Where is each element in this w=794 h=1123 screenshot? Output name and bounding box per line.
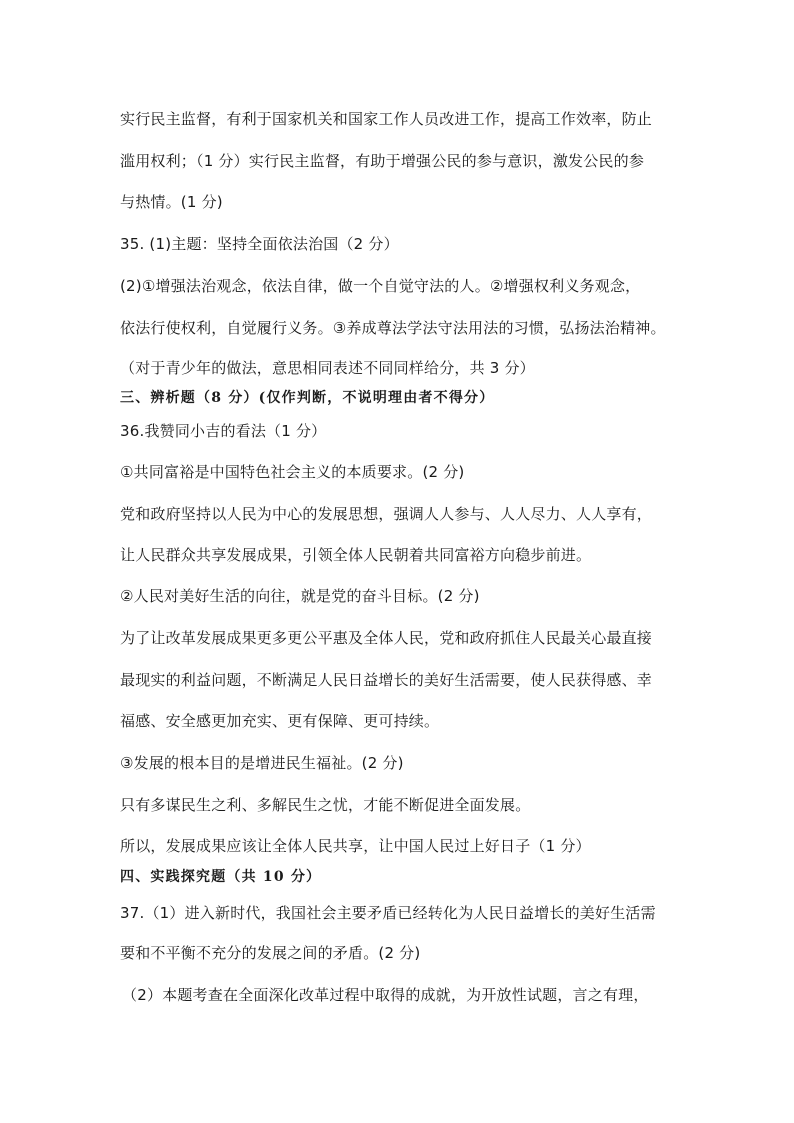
- paragraph-line: 滥用权利；（1 分）实行民主监督，有助于增强公民的参与意识，激发公民的参: [120, 152, 645, 170]
- section-heading-3: 三、辨析题（8 分）(仅作判断，不说明理由者不得分）: [120, 390, 495, 406]
- paragraph-line: 只有多谋民生之利、多解民生之忧，才能不断促进全面发展。: [120, 796, 531, 814]
- section-heading-4: 四、实践探究题（共 10 分）: [120, 869, 322, 885]
- paragraph-line: 依法行使权利，自觉履行义务。③养成尊法学法守法用法的习惯，弘扬法治精神。: [120, 319, 666, 337]
- question-35-line: 35. (1)主题：坚持全面依法治国（2 分）: [120, 235, 399, 253]
- paragraph-line: ③发展的根本目的是增进民生福祉。(2 分): [120, 754, 404, 772]
- paragraph-line: 最现实的利益问题，不断满足人民日益增长的美好生活需要，使人民获得感、幸: [120, 671, 653, 689]
- question-36-line: 36.我赞同小吉的看法（1 分）: [120, 422, 327, 440]
- paragraph-line: 福感、安全感更加充实、更有保障、更可持续。: [120, 712, 440, 730]
- scoring-note: （对于青少年的做法，意思相同表述不同同样给分，共 3 分）: [120, 359, 535, 377]
- paragraph-line: 让人民群众共享发展成果，引领全体人民朝着共同富裕方向稳步前进。: [120, 546, 592, 564]
- paragraph-line: （2）本题考查在全面深化改革过程中取得的成就，为开放性试题，言之有理，: [122, 986, 649, 1004]
- paragraph-line: 要和不平衡不充分的发展之间的矛盾。(2 分): [120, 944, 421, 962]
- paragraph-line: 实行民主监督，有利于国家机关和国家工作人员改进工作，提高工作效率，防止: [120, 110, 653, 128]
- paragraph-line: ②人民对美好生活的向往，就是党的奋斗目标。(2 分): [120, 587, 480, 605]
- question-37-line: 37.（1）进入新时代，我国社会主要矛盾已经转化为人民日益增长的美好生活需: [120, 904, 656, 922]
- paragraph-line: 为了让改革发展成果更多更公平惠及全体人民，党和政府抓住人民最关心最直接: [120, 629, 653, 647]
- conclusion-line: 所以，发展成果应该让全体人民共享，让中国人民过上好日子（1 分）: [120, 837, 591, 855]
- paragraph-line: ①共同富裕是中国特色社会主义的本质要求。(2 分): [120, 463, 465, 481]
- paragraph-line: 与热情。(1 分): [120, 193, 223, 211]
- paragraph-line: 党和政府坚持以人民为中心的发展思想，强调人人参与、人人尽力、人人享有，: [120, 505, 653, 523]
- paragraph-line: (2)①增强法治观念，依法自律，做一个自觉守法的人。②增强权利义务观念，: [120, 277, 641, 295]
